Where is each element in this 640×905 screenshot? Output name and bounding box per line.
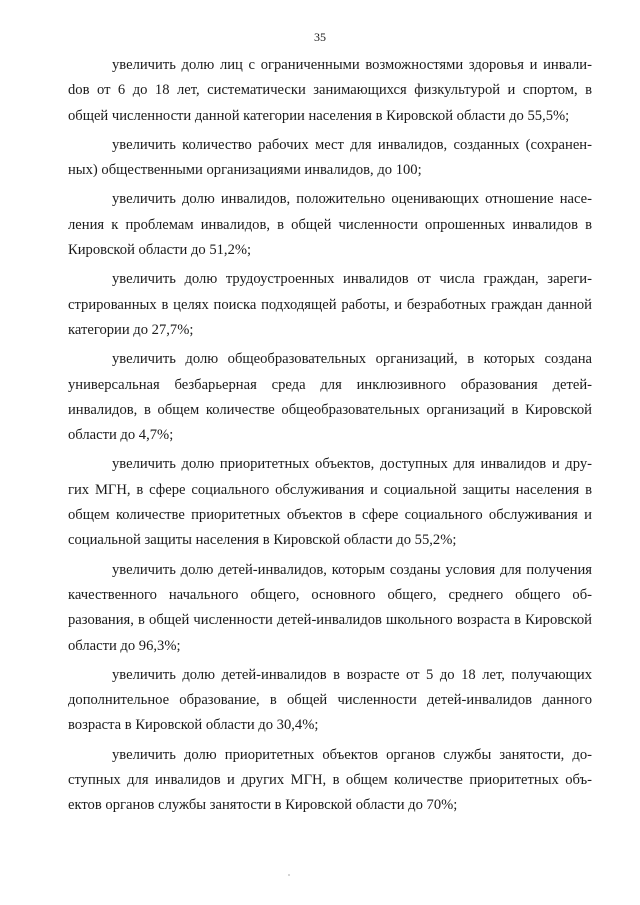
document-body (68, 53, 592, 823)
paragraph-additional-education: увеличить долю детей-инвалидов в возрасте от 5 до 18 лет, получающих дополнительное образование, в общей численности детей-инвалидов данного возраста в Кировской области до 30,4%; (68, 666, 592, 734)
paragraph-employment-service-facilities: увеличить долю приоритетных объектов органов службы занятости, доступных для инвалидов и других МГН, в общем количестве приоритетных объектов органов службы занятости в Кировской области до 70%; (68, 746, 592, 814)
paragraph-employed-disabled: увеличить долю трудоустроенных инвалидов от числа граждан, зарегистрированных в целях поиска подходящей работы, и безработных граждан данной категории до 27,7%; (68, 271, 592, 338)
paragraph-accessible-social-facilities: увеличить долю приоритетных объектов, доступных для инвалидов и других МГН, в сфере социального обслуживания и социальной защиты населения в общем количестве приоритетных объектов в сфере социального обслуживания и социальной защиты населения в Кировской области до 55,2%; (68, 456, 592, 549)
paragraph-quality-education-children: увеличить долю детей-инвалидов, которым созданы условия для получения качественного начального общего, основного общего, среднего общего образования, в общей численности детей-инвалидов школьного возраста в Кировской области до 96,3%; (68, 561, 592, 654)
paragraph-disabled-youth-sport: увеличить долю лиц с ограниченными возможностями здоровья и инвалиdов от 6 до 18 лет, систематически занимающихся физкультурой и спортом, в общей численности данной категории населения в Кировской области до 55,5%; (68, 57, 592, 124)
page-number: 35 (314, 30, 326, 44)
scan-artifact-dot (288, 874, 290, 876)
paragraph-positive-attitude-survey: увеличить долю инвалидов, положительно оценивающих отношение населения к проблемам инвалидов, в общей численности опрошенных инвалидов в Кировской области до 51,2%; (68, 191, 592, 259)
paragraph-jobs-public-organizations: увеличить количество рабочих мест для инвалидов, созданных (сохраненных) общественными организациями инвалидов, до 100; (68, 136, 592, 179)
paragraph-barrier-free-schools: увеличить долю общеобразовательных организаций, в которых создана универсальная безбарьерная среда для инклюзивного образования детей-инвалидов, в общем количестве общеобразовательных организаций в Кировской области до 4,7%; (68, 351, 592, 444)
